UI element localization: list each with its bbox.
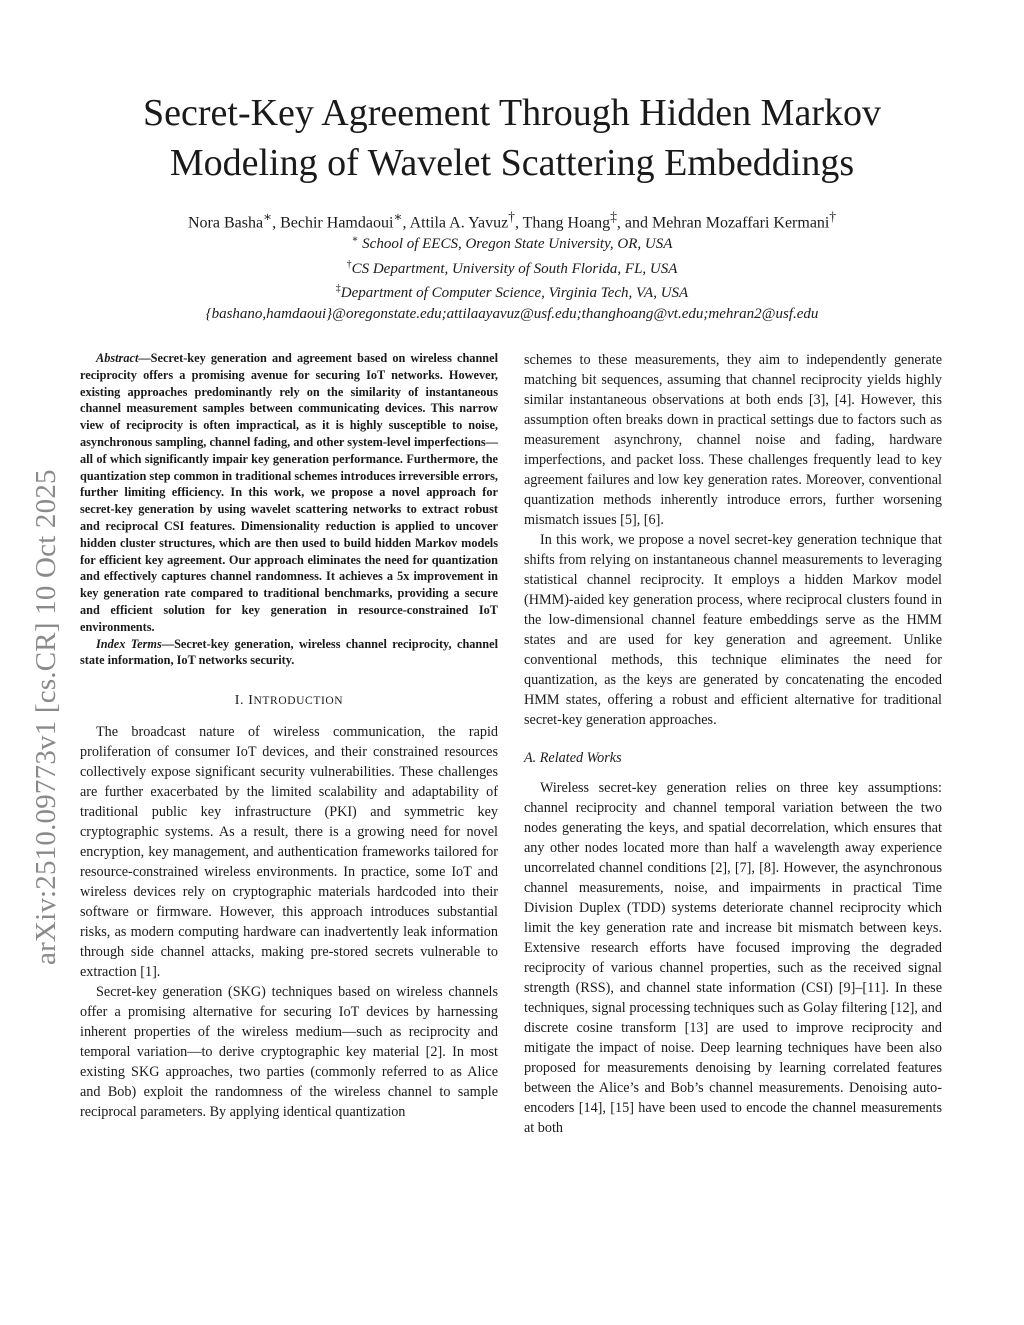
author-mark: † [829, 209, 837, 224]
author-name: , Bechir Hamdaoui [272, 214, 394, 232]
author-mark: ∗ [263, 209, 273, 224]
affiliation-line [80, 230, 944, 255]
left-column [80, 350, 498, 1122]
affiliation-mark: ‡ [335, 283, 341, 294]
email-line: {bashano,hamdaoui}@oregonstate.edu;attilaayavuz@usf.edu;thanghoang@vt.edu;mehran2@usf.edu [205, 305, 819, 322]
author-mark: † [508, 209, 515, 224]
paper-title [80, 88, 944, 188]
author-name: , and Mehran Mozaffari Kermani [616, 214, 830, 232]
affiliation-mark: ∗ [351, 234, 359, 245]
affiliation-text: Department of Computer Science, Virginia Tech, VA, USA [340, 285, 689, 301]
affiliation-mark: † [346, 258, 352, 270]
author-name: , Attila A. Yavuz [402, 214, 509, 232]
affiliation-line [80, 255, 944, 280]
author-name: Nora Basha [187, 214, 264, 232]
affiliation-line [80, 279, 944, 304]
body-paragraph: The broadcast nature of wireless communication, the rapid proliferation of consumer IoT devices, and their constrained resources collectively expose significant security vulnerabilities. These challenges are further exacerbated by the limited scalability and adaptability of traditional public key infrastructure (PKI) and symmetric key cryptographic systems. As a result, there is a growing need for novel encryption, key management, and authentication frameworks tailored for resource-constrained wireless environments. In practice, some IoT and wireless devices rely on cryptographic materials hardcoded into their software or firmware. However, this approach introduces substantial risks, as modern computing hardware can inadvertently leak information through side channel attacks, making pre-stored secrets vulnerable to extraction [1]. [80, 724, 498, 981]
body-paragraph: schemes to these measurements, they aim to independently generate matching bit sequences, assuming that channel reciprocity yields highly similar instantaneous observations at both ends [3], [4]. However, this assumption often breaks down in practical settings due to factors such as measurement asynchrony, channel noise and fading, hardware imperfections, and packet loss. These challenges frequently lead to key agreement failures and low key generation rates. Moreover, conventional quantization methods inherently introduce errors, further worsening mismatch issues [5], [6]. [524, 352, 942, 528]
affiliation-text: CS Department, University of South Florida, FL, USA [351, 260, 678, 277]
right-column [524, 350, 942, 1138]
title-line-2: Modeling of Wavelet Scattering Embeddings [169, 142, 855, 184]
abstract-text: —Secret-key generation and agreement based on wireless channel reciprocity offers a promising avenue for securing IoT networks. However, existing approaches predominantly rely on the similarity of instantaneous channel measurement samples between communicating devices. This narrow view of reciprocity is often impractical, as it is highly susceptible to noise, asynchronous sampling, channel fading, and other system-level imperfections—all of which significantly impair key generation performance. Furthermore, the quantization step common in traditional schemes introduces irreversible errors, further limiting efficiency. In this work, we propose a novel approach for secret-key generation by using wavelet scattering networks to extract robust and reciprocal CSI features. Dimensionality reduction is applied to uncover hidden cluster structures, which are then used to build hidden Markov models for efficient key agreement. Our approach eliminates the need for quantization and effectively captures channel randomness. It achieves a 5x improvement in key generation rate compared to traditional benchmarks, providing a secure and efficient solution for key generation in resource-constrained IoT environments. [80, 351, 498, 634]
section-heading-introduction [80, 693, 498, 709]
author-name: , Thang Hoang [514, 214, 611, 232]
body-paragraph: In this work, we propose a novel secret-key generation technique that shifts from relying on instantaneous channel measurements to leveraging statistical channel reciprocity. It employs a hidden Markov model (HMM)-aided key generation process, where reciprocal clusters found in the low-dimensional channel feature embeddings serve as the HMM states and are used for key generation and agreement. Unlike conventional methods, this technique eliminates the need for quantization, as the keys are generated by concatenating the encoded HMM states, offering a robust and efficient alternative for traditional secret-key generation approaches. [524, 532, 942, 728]
title-line-1: Secret-Key Agreement Through Hidden Markov [143, 92, 881, 134]
body-paragraph: Secret-key generation (SKG) techniques based on wireless channels offer a promising alternative for securing IoT devices by harnessing inherent properties of the wireless medium—such as reciprocity and temporal variation—to derive cryptographic key material [2]. In most existing SKG approaches, two parties (commonly referred to as Alice and Bob) exploit the randomness of the wireless channel to sample reciprocal parameters. By applying identical quantization [80, 984, 498, 1121]
author-mark: ∗ [393, 209, 403, 224]
arxiv-identifier-stamp: arXiv:2510.09773v1 [cs.CR] 10 Oct 2025 [30, 469, 62, 965]
affiliation-text: School of EECS, Oregon State University, OR, USA [358, 236, 673, 252]
subsection-heading-related-works: A. Related Works [524, 750, 622, 766]
body-paragraph: Wireless secret-key generation relies on three key assumptions: channel reciprocity and channel temporal variation between the two nodes generating the keys, and spatial decorrelation, which ensures that any other nodes located more than half a wavelength away experience uncorrelated channel conditions [2], [7], [8]. However, the asynchronous channel measurements, noise, and impairments in practical Time Division Duplex (TDD) systems deteriorate channel reciprocity which limit the key generation rate and increase bit mismatch between keys. Extensive research efforts have focused improving the degraded reciprocity of various channel properties, such as the received signal strength (RSS), and channel state information (CSI) [9]–[11]. In these techniques, signal processing techniques such as Golay filtering [12], and discrete cosine transform [13] are used to improve reciprocity and mitigate the impact of noise. Deep learning techniques have been also proposed for measurements denoising by learning correlated features between the Alice’s and Bob’s channel measurements. Denoising auto-encoders [14], [15] have been used to encode the channel measurements at both [524, 780, 942, 1136]
section-numeral: I. I [234, 693, 254, 709]
abstract [80, 350, 498, 636]
affiliations [80, 230, 944, 324]
index-terms [80, 636, 498, 670]
author-mark: ‡ [610, 209, 617, 224]
index-terms-text: —Secret-key generation, wireless channel reciprocity, channel state information, IoT networks security. [80, 636, 498, 668]
index-terms-label: Index Terms [96, 636, 162, 651]
abstract-label: Abstract [96, 351, 139, 365]
section-title: NTRODUCTION [253, 695, 344, 708]
